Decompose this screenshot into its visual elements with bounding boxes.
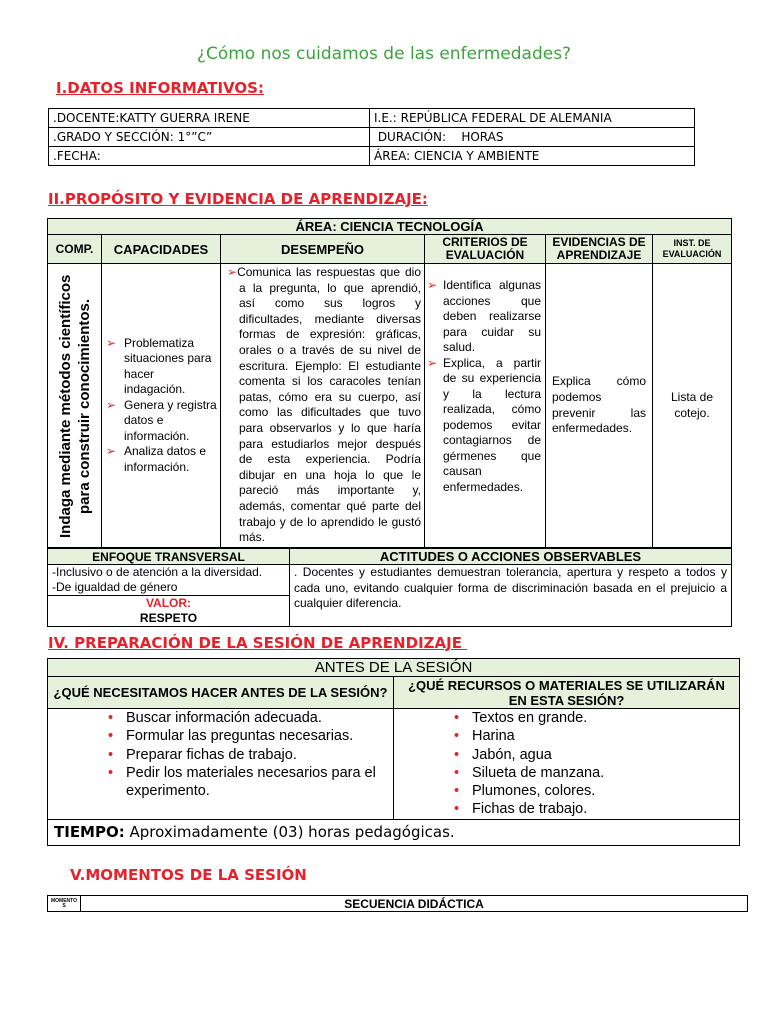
table-row <box>48 819 740 845</box>
area-header: ÁREA: CIENCIA TECNOLOGÍA <box>48 219 732 235</box>
table-cell: DURACIÓN: HORAS <box>370 128 695 147</box>
bullet-dot-icon: • <box>454 783 460 800</box>
valor-text: RESPETO <box>139 611 198 625</box>
list-item: • Buscar información adecuada. <box>108 710 322 726</box>
momentos-header: MOMENTOS <box>48 896 81 912</box>
actitudes-text: . Docentes y estudiantes demuestran tolerancia, apertura y respeto a todos y cada uno, evitando cualquier forma de discriminación basada en el prejuicio a cualquier diferencia. <box>290 565 732 627</box>
proposito-table <box>47 218 732 548</box>
table-row <box>48 264 732 548</box>
bullet-dot-icon: • <box>108 710 114 726</box>
enfoque-table <box>47 548 732 627</box>
table-cell: ÁREA: CIENCIA Y AMBIENTE <box>370 147 695 166</box>
table-row <box>48 549 732 565</box>
bullet-dot-icon: • <box>454 764 460 781</box>
table-cell: I.E.: REPÚBLICA FEDERAL DE ALEMANIA <box>370 109 695 128</box>
bullet-dot-icon: • <box>454 746 460 763</box>
bullet-dot-icon: • <box>108 764 114 781</box>
bullet-dot-icon: • <box>108 746 114 763</box>
section-heading-momentos: V.MOMENTOS DE LA SESIÓN <box>70 866 307 884</box>
instrumento-text: Lista de cotejo. <box>653 264 732 548</box>
enfoque-item: -Inclusivo o de atención a la diversidad. <box>52 565 263 579</box>
table-row <box>48 659 740 677</box>
list-item: • Silueta de manzana. <box>454 764 605 781</box>
desempeno-text: ➢Comunica las respuestas que dio a la pregunta, lo que aprendió, así como sus logros y dificultades, mediante diversas formas de expresión: gráficas, orales o a través de su nivel de escritura. Ejemplo: El estudiante comenta si los caracoles tenían patas, cómo era su cuerpo, así como las dificultades que tuvo para observarlos y lo que haría para estudiarlos mejor después de esta experiencia. Podría dibujar en una hoja lo que le pareció más importante y, además, comentar qué parte del trabajo y de lo aprendido le gustó más. <box>227 265 421 545</box>
evidencias-header: EVIDENCIAS DE APRENDIZAJE <box>546 235 653 264</box>
list-item: ➢ Analiza datos e información. <box>106 444 207 474</box>
recursos-list <box>394 709 739 819</box>
arrow-bullet-icon: ➢ <box>427 355 438 370</box>
list-item: • Harina <box>454 728 515 745</box>
antes-list <box>48 709 393 800</box>
table-row <box>48 235 732 264</box>
table-cell: .DOCENTE:KATTY GUERRA IRENE <box>49 109 370 128</box>
list-item: • Preparar fichas de trabajo. <box>108 746 297 763</box>
list-item: ➢ Identifica algunas acciones que deben realizarse para cuidar su salud. <box>427 278 541 354</box>
table-row <box>48 565 732 627</box>
col2-header: ¿QUÉ RECURSOS O MATERIALES SE UTILIZARÁN EN ESTA SESIÓN? <box>394 677 740 709</box>
inst-header: INST. DE EVALUACIÓN <box>653 235 732 264</box>
preparacion-table <box>47 658 740 846</box>
table-row <box>49 147 695 166</box>
enfoque-item: -De igualdad de género <box>52 580 178 594</box>
evidencias-text: Explica cómo podemos prevenir las enfermedades. <box>546 264 653 548</box>
table-row <box>48 677 740 709</box>
section-heading-datos: I.DATOS INFORMATIVOS: <box>56 79 264 97</box>
criterios-header: CRITERIOS DE EVALUACIÓN <box>425 235 546 264</box>
list-item: • Textos en grande. <box>454 710 588 726</box>
bullet-dot-icon: • <box>454 801 460 818</box>
secuencia-header: SECUENCIA DIDÁCTICA <box>81 896 748 912</box>
arrow-bullet-icon: ➢ <box>427 278 438 292</box>
antes-header: ANTES DE LA SESIÓN <box>48 659 740 677</box>
col1-header: ¿QUÉ NECESITAMOS HACER ANTES DE LA SESIÓN? <box>48 677 394 709</box>
list-item: • Fichas de trabajo. <box>454 801 588 818</box>
desempeno-header: DESEMPEÑO <box>221 235 425 264</box>
section-heading-proposito: II.PROPÓSITO Y EVIDENCIA DE APRENDIZAJE: <box>48 190 428 208</box>
arrow-bullet-icon: ➢ <box>106 444 117 459</box>
tiempo-label: TIEMPO: <box>54 823 125 842</box>
capacidades-header: CAPACIDADES <box>102 235 221 264</box>
bullet-dot-icon: • <box>454 728 460 745</box>
page-title: ¿Cómo nos cuidamos de las enfermedades? <box>196 44 572 64</box>
table-row <box>49 109 695 128</box>
list-item: ➢ Problematiza situaciones para hacer indagación. <box>106 335 212 397</box>
bullet-dot-icon: • <box>108 728 114 745</box>
tiempo-row <box>48 819 740 845</box>
bullet-dot-icon: • <box>454 710 460 726</box>
momentos-table <box>47 895 748 912</box>
criterios-list <box>425 278 541 495</box>
valor-label: VALOR: <box>145 596 192 610</box>
table-row <box>48 896 748 912</box>
tiempo-text: Aproximadamente (03) horas pedagógicas. <box>124 823 455 842</box>
table-row <box>49 128 695 147</box>
table-cell: .GRADO Y SECCIÓN: 1°”C” <box>49 128 370 147</box>
capacidades-list <box>104 336 218 476</box>
arrow-bullet-icon: ➢ <box>106 335 117 350</box>
list-item: • Pedir los materiales necesarios para el experimento. <box>108 764 376 800</box>
list-item: • Plumones, colores. <box>454 783 596 800</box>
comp-header: COMP. <box>48 235 102 264</box>
list-item: • Formular las preguntas necesarias. <box>108 728 354 745</box>
list-item: ➢ Explica, a partir de su experiencia y la lectura realizada, cómo podemos evitar contagiarnos de gérmenes que causan enfermedades. <box>427 355 541 494</box>
datos-table <box>48 108 695 166</box>
table-row <box>48 219 732 235</box>
list-item: ➢ Genera y registra datos e información. <box>106 397 217 443</box>
actitudes-header: ACTITUDES O ACCIONES OBSERVABLES <box>290 549 732 565</box>
arrow-bullet-icon: ➢ <box>106 397 117 412</box>
section-heading-preparacion: IV. PREPARACIÓN DE LA SESIÓN DE APRENDIZAJE <box>48 634 468 652</box>
list-item: • Jabón, agua <box>454 746 552 763</box>
arrow-bullet-icon: ➢ <box>227 265 238 279</box>
table-cell: .FECHA: <box>49 147 370 166</box>
table-row <box>48 709 740 820</box>
enfoque-header: ENFOQUE TRANSVERSAL <box>48 549 290 565</box>
competencia-text: Indaga mediante métodos científicos para construir conocimientos. <box>56 273 93 538</box>
